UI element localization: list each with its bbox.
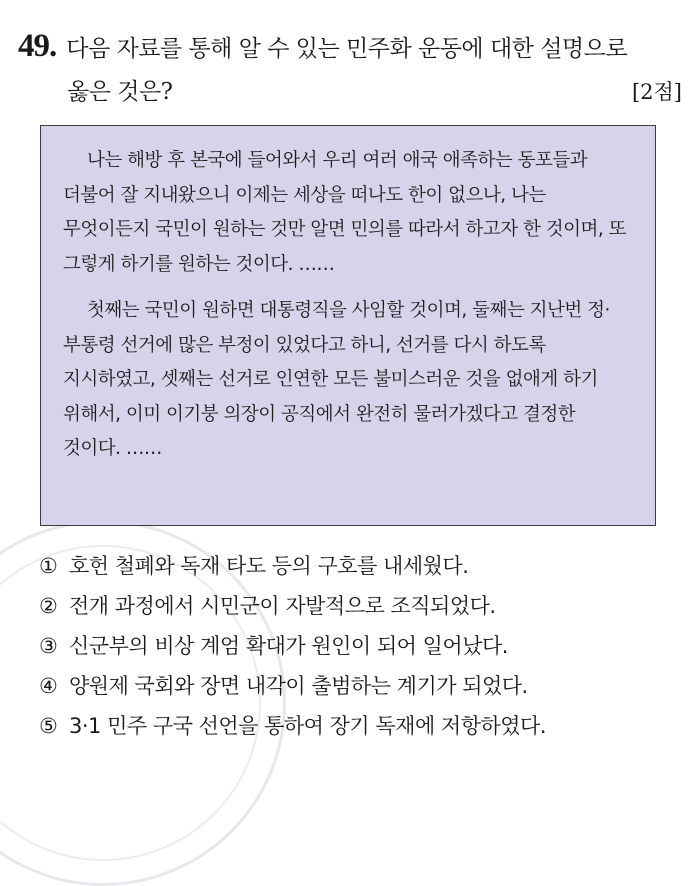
question-line-1	[18, 28, 682, 65]
question-number: 49.	[18, 28, 57, 64]
answer-choice-1[interactable]	[39, 550, 679, 590]
answer-choice-3[interactable]	[39, 630, 679, 670]
passage-paragraph-1: 나는 해방 후 본국에 들어와서 우리 여러 애국 애족하는 동포들과 더불어 잘 지내왔으니 이제는 세상을 떠나도 한이 없으나, 나는 무엇이든지 국민이 원하는 것만 알면 민의를 따라서 하고자 한 것이며, 또 그렇게 하기를 원하는 것이다. ……	[63, 150, 626, 275]
question-text-line-1: 다음 자료를 통해 알 수 있는 민주화 운동에 대한 설명으로	[66, 36, 628, 62]
choice-text: 호헌 철폐와 독재 타도 등의 구호를 내세웠다.	[69, 554, 469, 578]
choice-text: 신군부의 비상 계엄 확대가 원인이 되어 일어났다.	[69, 634, 508, 658]
choice-marker: ③	[39, 634, 58, 658]
source-passage-box	[40, 125, 656, 526]
choice-marker: ⑤	[39, 714, 58, 738]
question-stem	[18, 28, 682, 106]
choice-marker: ④	[39, 674, 58, 698]
choice-marker: ①	[39, 554, 58, 578]
choice-text: 양원제 국회와 장면 내각이 출범하는 계기가 되었다.	[69, 674, 528, 698]
passage-paragraph-2: 첫째는 국민이 원하면 대통령직을 사임할 것이며, 둘째는 지난번 정·부통령 선거에 많은 부정이 있었다고 하니, 선거를 다시 하도록 지시하였고, 셋째는 선거로 인연한 모든 불미스러운 것을 없애게 하기 위해서, 이미 이기붕 의장이 공직에서 완전히 물러가겠다고 결정한 것이다. ……	[63, 300, 610, 459]
answer-choice-5[interactable]	[39, 710, 679, 750]
question-line-2	[67, 73, 682, 106]
answer-choices	[39, 550, 679, 750]
choice-marker: ②	[39, 594, 58, 618]
choice-text: 전개 과정에서 시민군이 자발적으로 조직되었다.	[69, 594, 496, 618]
question-text-line-2: 옳은 것은?	[67, 79, 173, 105]
answer-choice-4[interactable]	[39, 670, 679, 710]
answer-choice-2[interactable]	[39, 590, 679, 630]
choice-text: 3·1 민주 구국 선언을 통하여 장기 독재에 저항하였다.	[69, 714, 547, 738]
question-points: [2점]	[631, 80, 682, 104]
